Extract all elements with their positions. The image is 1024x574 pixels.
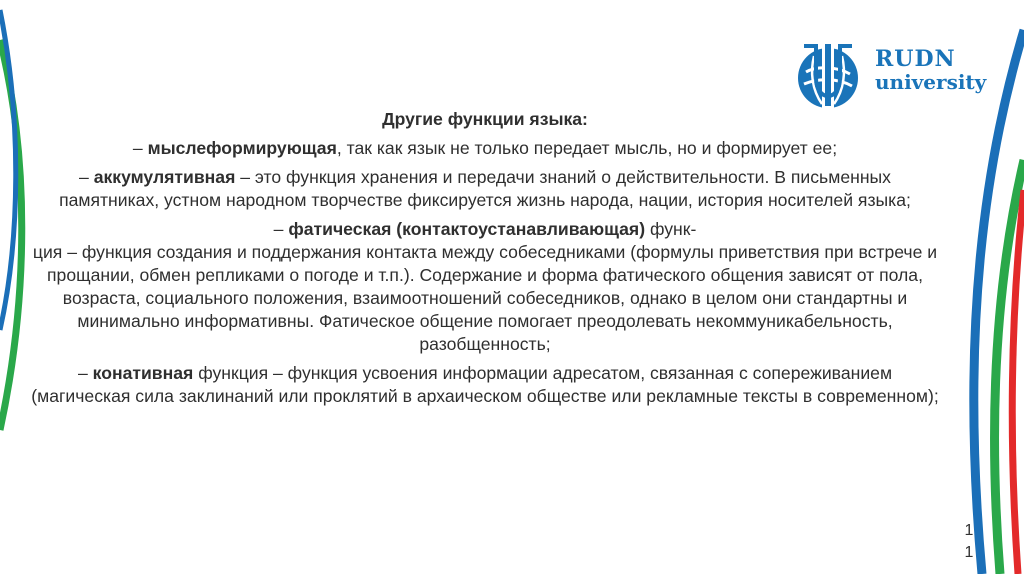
dash: – bbox=[132, 138, 148, 158]
term-thought-forming: мыслеформирующая bbox=[147, 138, 337, 158]
paragraph-thought-forming bbox=[30, 137, 940, 160]
term-conative: конативная bbox=[92, 363, 194, 383]
paragraph-conative bbox=[30, 362, 940, 408]
paragraph-text: функция – функция усвоения информации адресатом, связанная с сопереживанием (магическая сила заклинаний или проклятий в архаическом обществе или рекламные тексты в современном); bbox=[31, 363, 939, 406]
slide-body bbox=[30, 108, 940, 414]
dash: – bbox=[77, 363, 93, 383]
paragraph-text: , так как язык не только передает мысль, но и формирует ее; bbox=[336, 138, 838, 158]
paragraph-phatic bbox=[30, 218, 940, 356]
right-ribbon-red bbox=[1012, 190, 1024, 574]
logo-line-university: university bbox=[875, 70, 987, 94]
term-phatic: фатическая (контактоустанавливающая) bbox=[288, 219, 646, 239]
paragraph-text: ция – функция создания и поддержания контакта между собеседниками (формулы приветствия при встрече и прощании, обмен репликами о погоде и т.п.). Содержание и форма фатического общения зависят от пола, возраста, социального положения, взаимоотношений собеседников, однако в целом они стандартны и минимально информативны. Фатическое общение помогает преодолевать некоммуникабельность, разобщенность; bbox=[32, 242, 938, 354]
logo-line-rudn: RUDN bbox=[875, 46, 956, 72]
dash: – bbox=[273, 219, 289, 239]
term-accumulative: аккумулятивная bbox=[93, 167, 236, 187]
paragraph-text: – это функция хранения и передачи знаний о действительности. В письменных памятниках, устном народном творчестве фиксируется жизнь народа, нации, история носителей языка; bbox=[59, 167, 911, 210]
page-number-line2: 1 bbox=[964, 544, 974, 561]
slide-heading: Другие функции языка: bbox=[382, 109, 588, 129]
paragraph-text-line1: функ- bbox=[645, 219, 697, 239]
rudn-logo-text bbox=[875, 48, 986, 92]
page-number bbox=[962, 520, 976, 564]
paragraph-accumulative bbox=[30, 166, 940, 212]
dash: – bbox=[79, 167, 94, 187]
page-number-line1: 1 bbox=[964, 522, 974, 539]
